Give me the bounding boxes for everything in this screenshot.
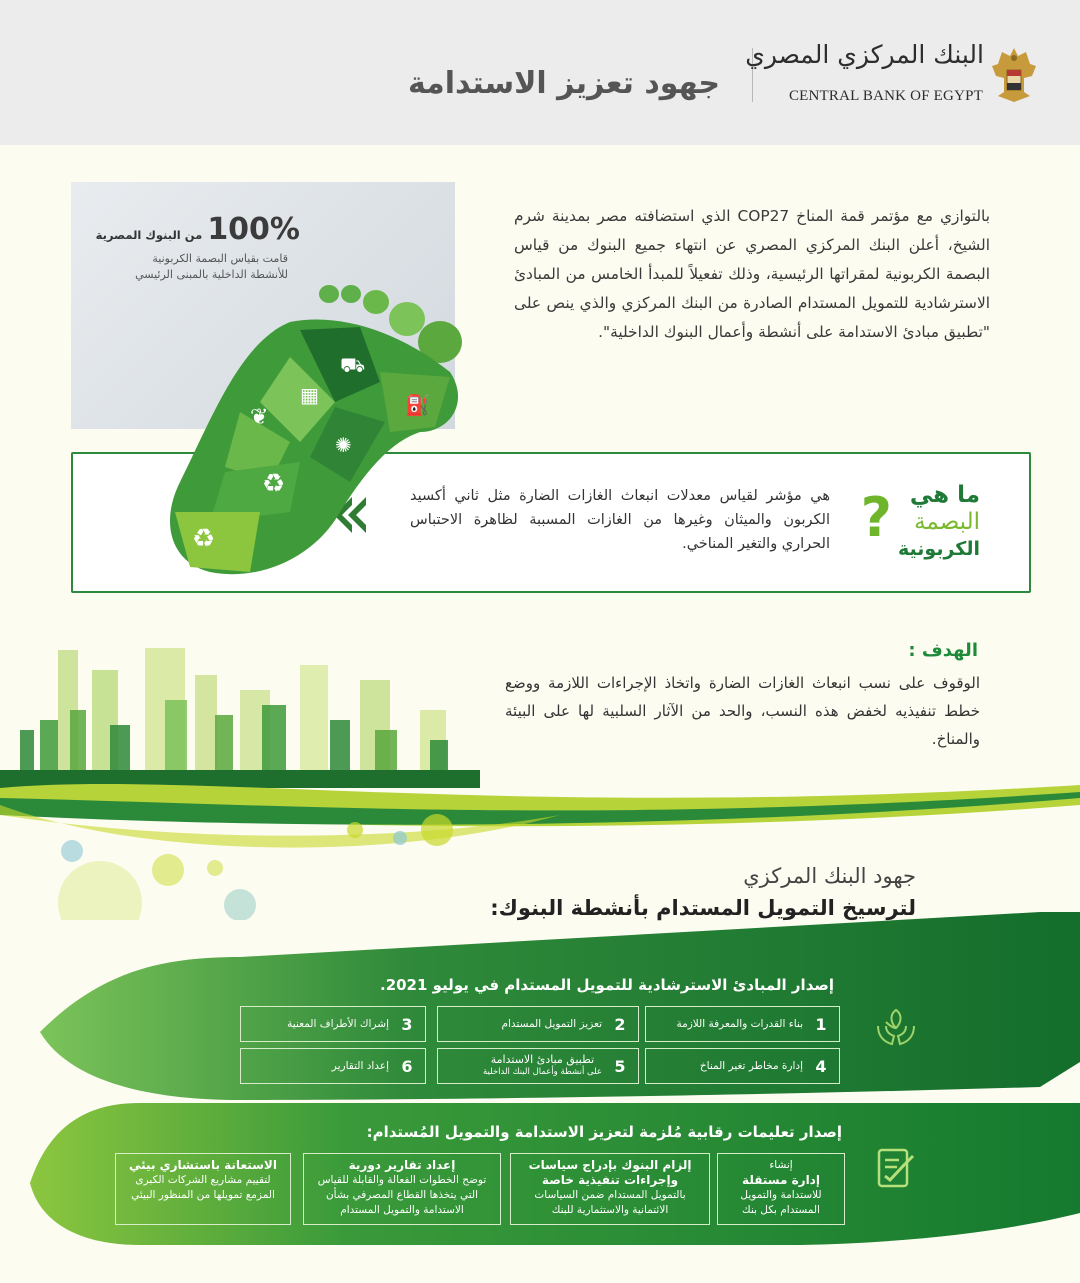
regulation-card-4 — [115, 1153, 291, 1225]
principle-num: 1 — [815, 1014, 827, 1034]
logo-english-text: CENTRAL BANK OF EGYPT — [788, 88, 984, 104]
principle-label-sub: على أنشطة وأعمال البنك الداخلية — [482, 1067, 602, 1077]
regulation-card-sub: بالتمويل المستدام ضمن السياسات الائتمانية والاستثمارية للبنك — [534, 1189, 686, 1216]
regulation-card-title: إلزام البنوك بإدراج سياسات وإجراءات تنفيذية خاصة — [528, 1158, 692, 1187]
principle-item-2 — [437, 1006, 639, 1042]
principle-label — [483, 1054, 602, 1078]
goal-text: الوقوف على نسب انبعاث الغازات الضارة واتخاذ الإجراءات اللازمة ووضع خطط تنفيذيه لخفض هذه النسب، والحد من الآثار السلبية لها على البيئة والمناخ. — [505, 674, 980, 748]
principle-label: بناء القدرات والمعرفة اللازمة — [676, 1018, 803, 1030]
svg-text:✺: ✺ — [335, 433, 352, 457]
definition-question — [898, 482, 980, 563]
svg-text:⛟: ⛟ — [340, 353, 366, 377]
definition-q-line2: البصمة — [914, 509, 980, 535]
question-mark-icon: ? — [860, 486, 892, 549]
stat-label: من البنوك المصرية — [95, 228, 203, 242]
document-check-icon — [875, 1146, 917, 1190]
stat-sub-line1: قامت بقياس البصمة الكربونية — [152, 252, 288, 265]
principle-label: إشراك الأطراف المعنية — [287, 1018, 389, 1030]
regulation-card-title: إعداد تقارير دورية — [348, 1158, 456, 1172]
intro-paragraph: بالتوازي مع مؤتمر قمة المناخ COP27 الذي استضافته مصر بمدينة شرم الشيخ، أعلن البنك المركزي المصري عن انتهاء جميع البنوك من قياس البصمة الكربونية لمقراتها الرئيسية، وذلك تفعيلاً للمبدأ الخامس من المبادئ الاسترشادية للتمويل المستدام الصادرة من البنك المركزي والذي ينص على "تطبيق مبادئ الاستدامة على أنشطة وأعمال البنوك الداخلية". — [514, 207, 990, 341]
principle-num: 4 — [815, 1056, 827, 1076]
logo-arabic-text: البنك المركزي المصري — [745, 40, 984, 69]
principle-label: إدارة مخاطر تغير المناخ — [699, 1060, 803, 1072]
hands-plant-icon — [872, 1002, 920, 1050]
principle-item-5 — [437, 1048, 639, 1084]
definition-text: هي مؤشر لقياس معدلات انبعاث الغازات الضارة مثل ثاني أكسيد الكربون والميثان وغيرها من الغازات المسببة لظاهرة الاحتباس الحراري والتغير المناخي. — [410, 488, 830, 552]
stat-headline — [96, 212, 300, 247]
principle-item-3 — [240, 1006, 426, 1042]
goal-title: الهدف : — [908, 640, 978, 661]
principle-num: 2 — [614, 1014, 626, 1034]
principle-label: تعزيز التمويل المستدام — [501, 1018, 602, 1030]
page-title: جهود تعزيز الاستدامة — [407, 66, 720, 101]
principle-num: 5 — [614, 1056, 626, 1076]
efforts-heading-line2: لترسيخ التمويل المستدام بأنشطة البنوك: — [490, 896, 916, 920]
svg-text:❦: ❦ — [250, 405, 269, 430]
regulation-card-3 — [303, 1153, 501, 1225]
regulation-card-sub: توضح الخطوات الفعالة والقابلة للقياس التي يتخذها القطاع المصرفي بشأن الاستدامة والتمويل المستدام — [317, 1174, 487, 1216]
svg-text:♻: ♻ — [192, 524, 216, 554]
regulation-card-title: الاستعانة باستشاري بيئي — [129, 1158, 277, 1172]
regulation-card-sub: للاستدامة والتمويل المستدام بكل بنك — [740, 1189, 822, 1216]
principle-label-main: تطبيق مبادئ الاستدامة — [490, 1053, 595, 1066]
principle-item-1 — [645, 1006, 840, 1042]
svg-text:▦: ▦ — [300, 383, 319, 407]
principles-title: إصدار المبادئ الاسترشادية للتمويل المستدام في يوليو 2021. — [379, 976, 834, 994]
svg-text:⛽: ⛽ — [405, 393, 430, 417]
principle-item-4 — [645, 1048, 840, 1084]
definition-q-line1: ما هي — [909, 482, 980, 508]
stat-subtext — [88, 251, 288, 283]
regulation-card-sub: لتقييم مشاريع الشركات الكبرى المزمع تمويلها من المنظور البيئي — [131, 1174, 275, 1201]
svg-text:♻: ♻ — [262, 469, 286, 499]
regulation-card-2 — [510, 1153, 710, 1225]
stat-percent: 100% — [207, 212, 300, 247]
stat-sub-line2: للأنشطة الداخلية بالمبنى الرئيسي — [135, 268, 288, 281]
principle-label: إعداد التقارير — [331, 1060, 389, 1072]
principle-item-6 — [240, 1048, 426, 1084]
regulation-card-1 — [717, 1153, 845, 1225]
definition-q-line3: الكربونية — [898, 538, 980, 560]
principle-num: 3 — [401, 1014, 413, 1034]
city-skyline-illustration — [0, 630, 1080, 920]
efforts-heading-line1: جهود البنك المركزي — [743, 864, 916, 888]
eagle-emblem-icon — [990, 44, 1038, 106]
carbon-footprint-illustration — [150, 282, 480, 592]
principle-num: 6 — [401, 1056, 413, 1076]
regulation-card-title: إدارة مستقلة — [742, 1173, 820, 1187]
regulations-title: إصدار تعليمات رقابية مُلزمة لتعزيز الاستدامة والتمويل المُستدام: — [366, 1123, 842, 1141]
regulation-card-pre: إنشاء — [769, 1159, 793, 1171]
